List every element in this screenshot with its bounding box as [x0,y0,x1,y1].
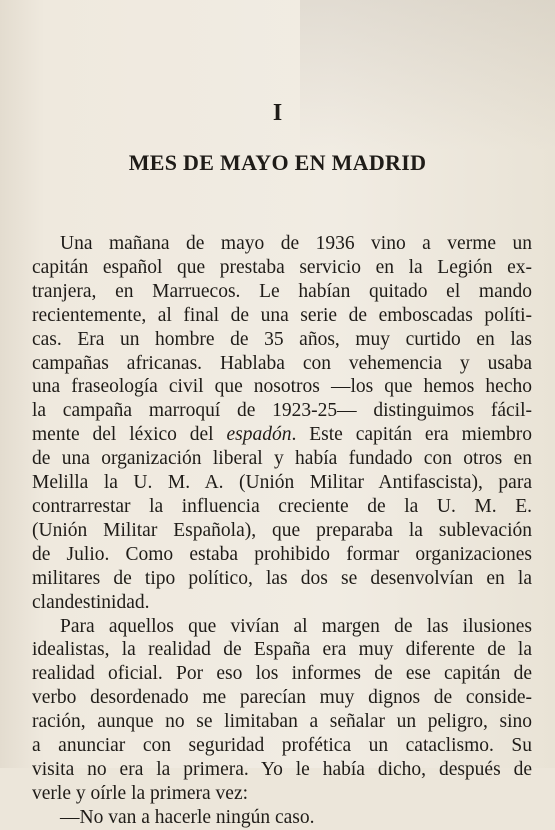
text-line: idealistas, la realidad de España era muy diferente de la [32,639,532,661]
paragraph-2 [32,615,532,806]
chapter-title: MES DE MAYO EN MADRID [128,150,427,175]
text-line: realidad oficial. Por eso los informes de ese capitán de [32,663,532,685]
text-line: clandestinidad. [32,591,150,613]
text-line: militares de tipo político, las dos se desenvolvían en la [32,567,532,589]
text-line: Para aquellos que vivían al margen de las ilusiones [60,615,532,637]
text-line: Melilla la U. M. A. (Unión Militar Antifascista), para [32,472,532,494]
text-line: visita no era la primera. Yo le había dicho, después de [32,758,532,780]
text-line: capitán español que prestaba servicio en la Legión ex- [32,256,532,278]
text-line: una fraseología civil que nosotros —los que hemos hecho [32,376,532,398]
text-line: la campaña marroquí de 1923-25— distinguimos fácil- [32,400,532,422]
text-line-with-italic [32,423,532,447]
text-line: contrarrestar la influencia creciente de la U. M. E. [32,495,532,517]
paragraph-3 [32,806,532,830]
text-line: verbo desordenado me parecían muy dignos de conside- [32,687,532,709]
italic-word: espadón [226,424,292,446]
text-line: —No van a hacerle ningún caso. [60,806,315,828]
text-line: a anunciar con seguridad profética un cataclismo. Su [32,735,532,757]
text-line: campañas africanas. Hablaba con vehemencia y usaba [32,352,532,374]
text-line: recientemente, al final de una serie de emboscadas políti- [32,304,532,326]
text-segment: . Este capitán era miembro [291,424,533,446]
text-line: (Unión Militar Española), que preparaba la sublevación [32,519,532,541]
show-through-text-area [300,0,555,150]
chapter-body [32,232,532,830]
text-line: tranjera, en Marruecos. Le habían quitado el mando [32,280,532,302]
text-line: Una mañana de mayo de 1936 vino a verme un [60,233,532,254]
text-line: de Julio. Como estaba prohibido formar organizaciones [32,543,532,565]
text-line: verle y oírle la primera vez: [32,782,249,804]
text-line: cas. Era un hombre de 35 años, muy curtido en las [32,328,532,350]
chapter-number: I [272,100,283,126]
paragraph-1 [32,232,532,615]
text-segment: mente del léxico del [32,424,214,446]
text-line: ración, aunque no se limitaban a señalar un peligro, sino [32,711,532,733]
text-line: de una organización liberal y había fundado con otros en [32,448,532,470]
